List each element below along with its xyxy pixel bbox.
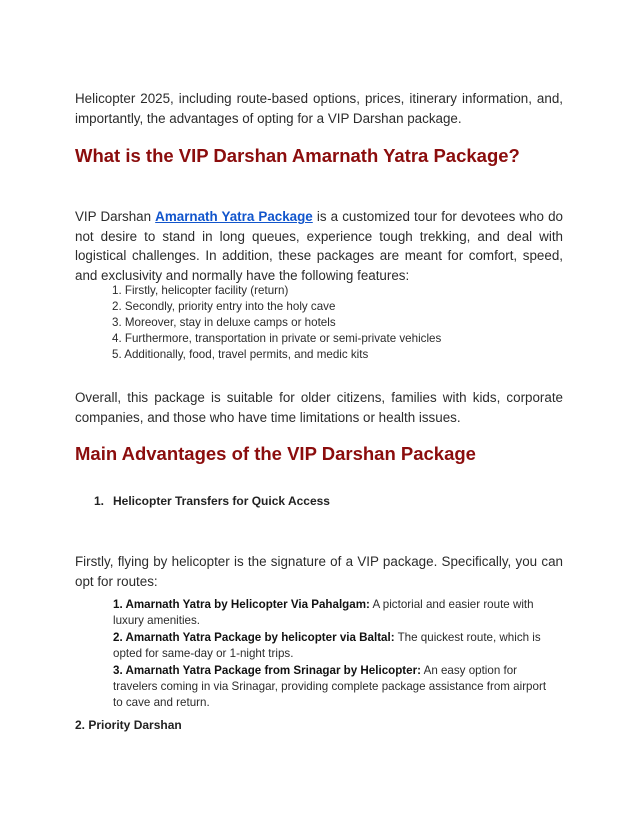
feature-item: 2. Secondly, priority entry into the holy cave	[112, 300, 336, 314]
feature-item: 1. Firstly, helicopter facility (return)	[112, 284, 289, 297]
route-text: An easy option for travelers coming in via Srinagar, providing complete package assistance from airport to cave and return.	[113, 663, 547, 710]
intro-paragraph: Helicopter 2025, including route-based options, prices, itinerary information, and, importantly, the advantages of opting for a VIP Darshan package.	[75, 91, 563, 126]
route-text: The quickest route, which is opted for same-day or 1-night trips.	[113, 630, 541, 661]
route-title: 2. Amarnath Yatra Package by helicopter via Baltal:	[113, 630, 395, 644]
route-item	[113, 597, 553, 630]
section-heading-vip-darshan: What is the VIP Darshan Amarnath Yatra Package?	[75, 145, 520, 166]
subheading-number: 1.	[94, 494, 105, 508]
feature-item: 5. Additionally, food, travel permits, and medic kits	[112, 348, 369, 362]
section-heading-main-advantages: Main Advantages of the VIP Darshan Package	[75, 443, 476, 464]
features-list	[112, 283, 441, 363]
subheading-title: Helicopter Transfers for Quick Access	[113, 494, 330, 508]
helicopter-paragraph: Firstly, flying by helicopter is the signature of a VIP package. Specifically, you can opt for routes:	[75, 554, 563, 589]
subheading-helicopter-transfers	[94, 494, 330, 508]
route-item	[113, 663, 553, 712]
feature-item: 4. Furthermore, transportation in private or semi-private vehicles	[112, 332, 442, 346]
route-title: 3. Amarnath Yatra Package from Srinagar by Helicopter:	[113, 663, 421, 677]
route-title: 1. Amarnath Yatra by Helicopter Via Pahalgam:	[113, 598, 370, 611]
amarnath-yatra-package-link[interactable]: Amarnath Yatra Package	[155, 209, 313, 225]
feature-item: 3. Moreover, stay in deluxe camps or hotels	[112, 316, 336, 330]
description-lead: VIP Darshan	[75, 209, 156, 225]
overall-paragraph: Overall, this package is suitable for older citizens, families with kids, corporate companies, and those who have time limitations or health issues.	[75, 390, 563, 425]
vip-darshan-description	[75, 207, 563, 285]
route-text: A pictorial and easier route with luxury amenities.	[113, 598, 534, 628]
routes-list	[113, 597, 553, 712]
subheading-priority-darshan: 2. Priority Darshan	[75, 718, 182, 732]
route-item	[113, 630, 553, 663]
description-rest: is a customized tour for devotees who do not desire to stand in long queues, experience tough trekking, and deal with logistical challenges. In addition, these packages are meant for comfort, speed, and exclusivity and normally have the following features:	[75, 209, 563, 283]
